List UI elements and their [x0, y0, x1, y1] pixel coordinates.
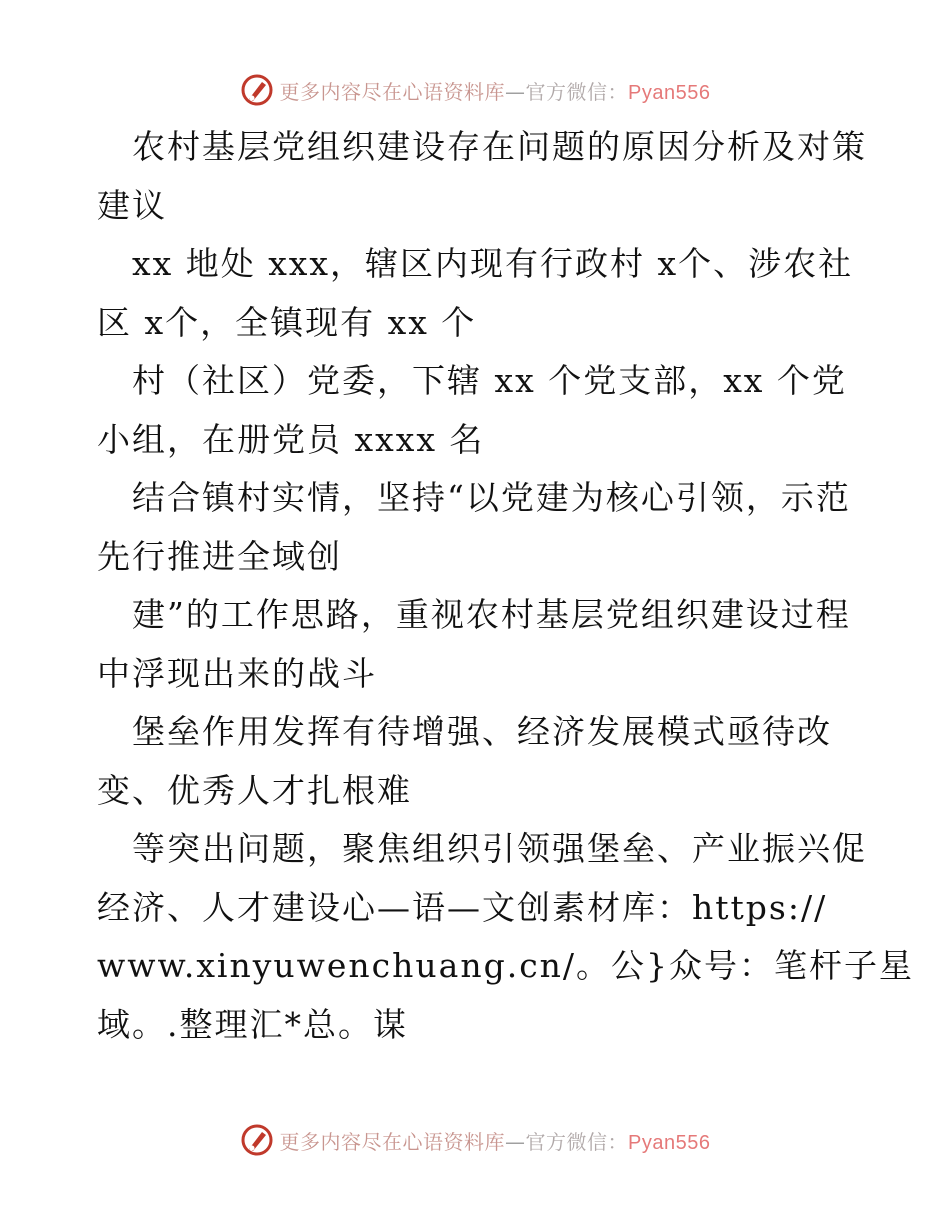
body-line: 域。.整理汇*总。谋: [97, 1004, 408, 1044]
document-body: [97, 118, 915, 1054]
body-line: 区 x个，全镇现有 xx 个: [97, 302, 477, 342]
body-line: 等突出问题，聚焦组织引领强堡垒、产业振兴促: [97, 829, 867, 868]
body-line: 变、优秀人才扎根难: [97, 770, 412, 810]
banner-text: [280, 1126, 711, 1155]
banner-dash: —: [505, 1129, 526, 1154]
body-line: 村（社区）党委，下辖 xx 个党支部，xx 个党: [97, 361, 847, 400]
body-line: 建”的工作思路，重视农村基层党组织建设过程: [97, 595, 851, 634]
body-line: xx 地处 xxx，辖区内现有行政村 x个、涉农社: [97, 244, 854, 283]
body-line: 中浮现出来的战斗: [97, 653, 377, 693]
banner-wechat-label: 官方微信：: [525, 79, 629, 104]
banner-dash: —: [505, 79, 526, 104]
banner-wechat-id: Pyan556: [628, 1131, 711, 1154]
footer-banner: [0, 1120, 950, 1160]
banner-text: [280, 76, 711, 105]
banner-title: 更多内容尽在心语资料库: [279, 1129, 506, 1154]
body-line: 建议: [97, 185, 167, 225]
body-line: 农村基层党组织建设存在问题的原因分析及对策: [97, 127, 867, 166]
pen-logo-icon: [240, 73, 274, 107]
header-banner: [0, 70, 950, 110]
body-line: 先行推进全域创: [97, 536, 342, 576]
body-line: www.xinyuwenchuang.cn/。公}众号：笔杆子星: [97, 946, 915, 985]
body-line: 结合镇村实情，坚持“以党建为核心引领，示范: [97, 478, 851, 517]
body-line: 经济、人才建设心—语—文创素材库：https://: [97, 887, 828, 927]
pen-logo-icon: [240, 1123, 274, 1157]
banner-wechat-id: Pyan556: [628, 81, 711, 104]
banner-wechat-label: 官方微信：: [525, 1129, 629, 1154]
body-line: 堡垒作用发挥有待增强、经济发展模式亟待改: [97, 712, 832, 751]
body-line: 小组，在册党员 xxxx 名: [97, 419, 485, 459]
banner-title: 更多内容尽在心语资料库: [279, 79, 506, 104]
